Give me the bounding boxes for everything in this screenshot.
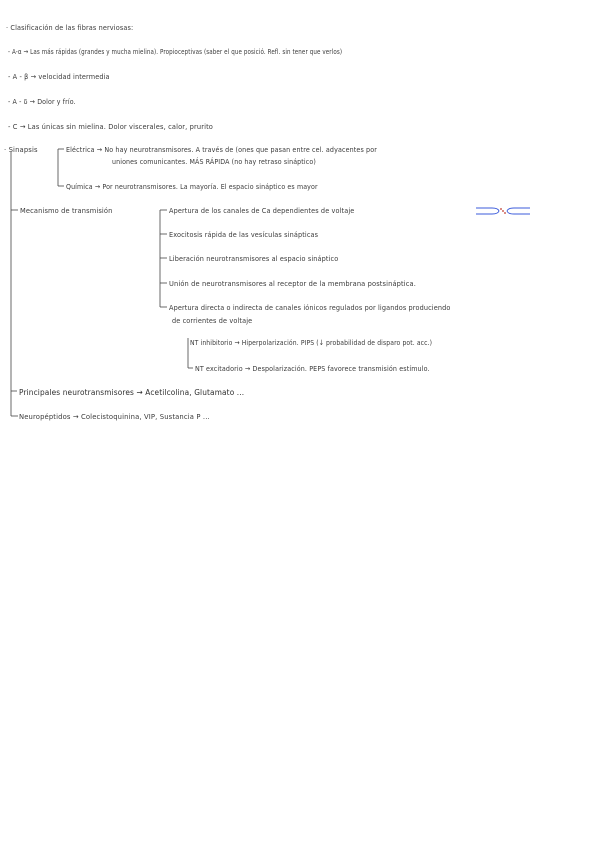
electric-synapse-line2: uniones comunicantes. MÁS RÁPIDA (no hay retraso sináptico): [112, 157, 316, 166]
classification-title: · Clasificación de las fibras nerviosas:: [6, 23, 134, 32]
principal-neurotransmitters: Principales neurotransmisores → Acetilcolina, Glutamato ...: [19, 387, 245, 397]
transmission-mechanism-label: Mecanismo de transmisión: [20, 206, 113, 215]
fiber-a-alpha: - A-α → Las más rápidas (grandes y mucha mielina). Propioceptivas (saber el que posició. Refl. sin tener que verlos): [8, 47, 343, 56]
neuropeptides: Neuropéptidos → Colecistoquinina, VIP, Sustancia P ...: [19, 412, 210, 421]
mechanism-step-5-line1: Apertura directa o indirecta de canales iónicos regulados por ligandos produciendo: [169, 303, 451, 312]
electric-synapse-line1: Eléctrica → No hay neurotransmisores. A través de (ones que pasan entre cel. adyacentes por: [66, 145, 377, 154]
nt-excitatory: NT excitadorio → Despolarización. PEPS favorece transmisión estímulo.: [195, 364, 430, 373]
mechanism-step-1: Apertura de los canales de Ca dependientes de voltaje: [169, 206, 355, 215]
mechanism-step-3: Liberación neurotransmisores al espacio sináptico: [169, 254, 339, 263]
mechanism-step-5-line2: de corrientes de voltaje: [172, 316, 253, 325]
mechanism-step-4: Unión de neurotransmisores al receptor de la membrana postsináptica.: [169, 279, 417, 288]
mechanism-step-2: Exocitosis rápida de las vesículas sinápticas: [169, 230, 319, 239]
chemical-synapse: Química → Por neurotransmisores. La mayoría. El espacio sináptico es mayor: [66, 182, 318, 191]
synapse-sketch-icon: [474, 202, 532, 220]
synapsis-label: · Sinapsis: [4, 145, 38, 154]
fiber-a-delta: - A - δ → Dolor y frío.: [8, 97, 76, 106]
fiber-a-beta: - A - β → velocidad intermedia: [8, 72, 110, 81]
nt-inhibitory: NT inhibitorio → Hiperpolarización. PIPS (↓ probabilidad de disparo pot. acc.): [190, 338, 433, 347]
fiber-c: - C → Las únicas sin mielina. Dolor viscerales, calor, prurito: [8, 122, 214, 131]
